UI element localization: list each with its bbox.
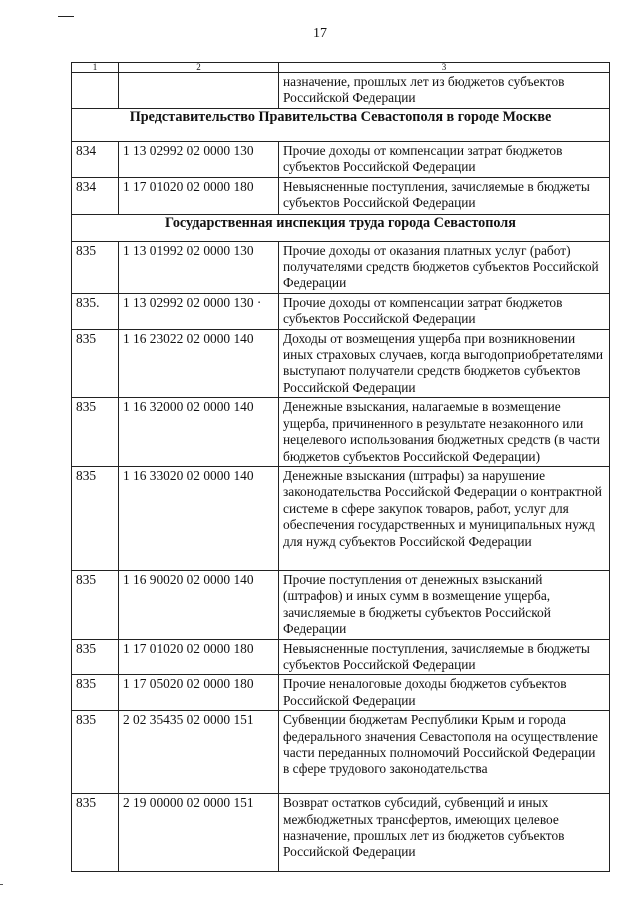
section-header-row <box>72 108 610 141</box>
revenue-description: Прочие доходы от компенсации затрат бюджетов субъектов Российской Федерации <box>279 141 610 177</box>
table-row <box>72 177 610 214</box>
admin-code: 835 <box>72 711 119 794</box>
admin-code: 835 <box>72 794 119 872</box>
column-number: 3 <box>279 63 610 73</box>
admin-code: 835 <box>72 675 119 711</box>
budget-classification-code: 2 19 00000 02 0000 151 <box>119 794 279 872</box>
admin-code: 835 <box>72 241 119 293</box>
admin-code: 835 <box>72 398 119 467</box>
admin-code: 835 <box>72 329 119 398</box>
budget-classification-code: 1 16 32000 02 0000 140 <box>119 398 279 467</box>
budget-classification-code: 1 16 33020 02 0000 140 <box>119 466 279 570</box>
column-number: 1 <box>72 63 119 73</box>
section-title: Государственная инспекция труда города Севастополя <box>72 214 610 241</box>
column-number-row <box>72 63 610 73</box>
table-row <box>72 639 610 675</box>
admin-code: 835 <box>72 570 119 639</box>
revenue-description: Прочие неналоговые доходы бюджетов субъектов Российской Федерации <box>279 675 610 711</box>
revenue-description: Прочие доходы от оказания платных услуг (работ) получателями средств бюджетов субъектов Российской Федерации <box>279 241 610 293</box>
revenue-description: назначение, прошлых лет из бюджетов субъектов Российской Федерации <box>279 73 610 109</box>
revenue-description: Невыясненные поступления, зачисляемые в бюджеты субъектов Российской Федерации <box>279 177 610 214</box>
admin-code <box>72 73 119 109</box>
table-row <box>72 794 610 872</box>
admin-code: 835 <box>72 466 119 570</box>
admin-code: 835 <box>72 639 119 675</box>
budget-classification-code: 1 13 01992 02 0000 130 <box>119 241 279 293</box>
admin-code: 834 <box>72 141 119 177</box>
revenue-description: Денежные взыскания, налагаемые в возмещение ущерба, причиненного в результате незаконного или нецелевого использования бюджетных средств (в части бюджетов субъектов Российской Федерации) <box>279 398 610 467</box>
revenue-description: Прочие поступления от денежных взысканий (штрафов) и иных сумм в возмещение ущерба, зачисляемые в бюджеты субъектов Российской Федерации <box>279 570 610 639</box>
revenue-description: Денежные взыскания (штрафы) за нарушение законодательства Российской Федерации о контрактной системе в сфере закупок товаров, работ, услуг для обеспечения государственных и муниципальных нужд для нужд субъектов Российской Федерации <box>279 466 610 570</box>
admin-code: 835. <box>72 293 119 329</box>
table-row <box>72 329 610 398</box>
table-row <box>72 141 610 177</box>
table-row <box>72 241 610 293</box>
table-row <box>72 73 610 109</box>
table-row <box>72 293 610 329</box>
budget-classification-code <box>119 73 279 109</box>
table-row <box>72 466 610 570</box>
scan-mark <box>0 884 3 885</box>
table-row <box>72 570 610 639</box>
table-row <box>72 711 610 794</box>
budget-classification-code: 1 16 23022 02 0000 140 <box>119 329 279 398</box>
admin-code: 834 <box>72 177 119 214</box>
budget-classification-code: 1 17 05020 02 0000 180 <box>119 675 279 711</box>
table-row <box>72 398 610 467</box>
revenue-description: Возврат остатков субсидий, субвенций и иных межбюджетных трансфертов, имеющих целевое назначение, прошлых лет из бюджетов субъектов Российской Федерации <box>279 794 610 872</box>
budget-classification-code: 2 02 35435 02 0000 151 <box>119 711 279 794</box>
budget-classification-code: 1 16 90020 02 0000 140 <box>119 570 279 639</box>
section-title: Представительство Правительства Севастополя в городе Москве <box>72 108 610 141</box>
revenue-codes-table <box>71 62 610 872</box>
budget-classification-code: 1 13 02992 02 0000 130 <box>119 141 279 177</box>
revenue-description: Субвенции бюджетам Республики Крым и города федерального значения Севастополя на осуществление части переданных полномочий Российской Федерации в сфере трудового законодательства <box>279 711 610 794</box>
revenue-description: Невыясненные поступления, зачисляемые в бюджеты субъектов Российской Федерации <box>279 639 610 675</box>
budget-classification-code: 1 13 02992 02 0000 130 · <box>119 293 279 329</box>
budget-classification-code: 1 17 01020 02 0000 180 <box>119 177 279 214</box>
section-header-row <box>72 214 610 241</box>
scan-mark <box>58 16 74 17</box>
page-number: 17 <box>313 26 327 41</box>
budget-classification-code: 1 17 01020 02 0000 180 <box>119 639 279 675</box>
table-row <box>72 675 610 711</box>
column-number: 2 <box>119 63 279 73</box>
revenue-description: Прочие доходы от компенсации затрат бюджетов субъектов Российской Федерации <box>279 293 610 329</box>
revenue-description: Доходы от возмещения ущерба при возникновении иных страховых случаев, когда выгодоприобретателями выступают получатели средств бюджетов субъектов Российской Федерации <box>279 329 610 398</box>
